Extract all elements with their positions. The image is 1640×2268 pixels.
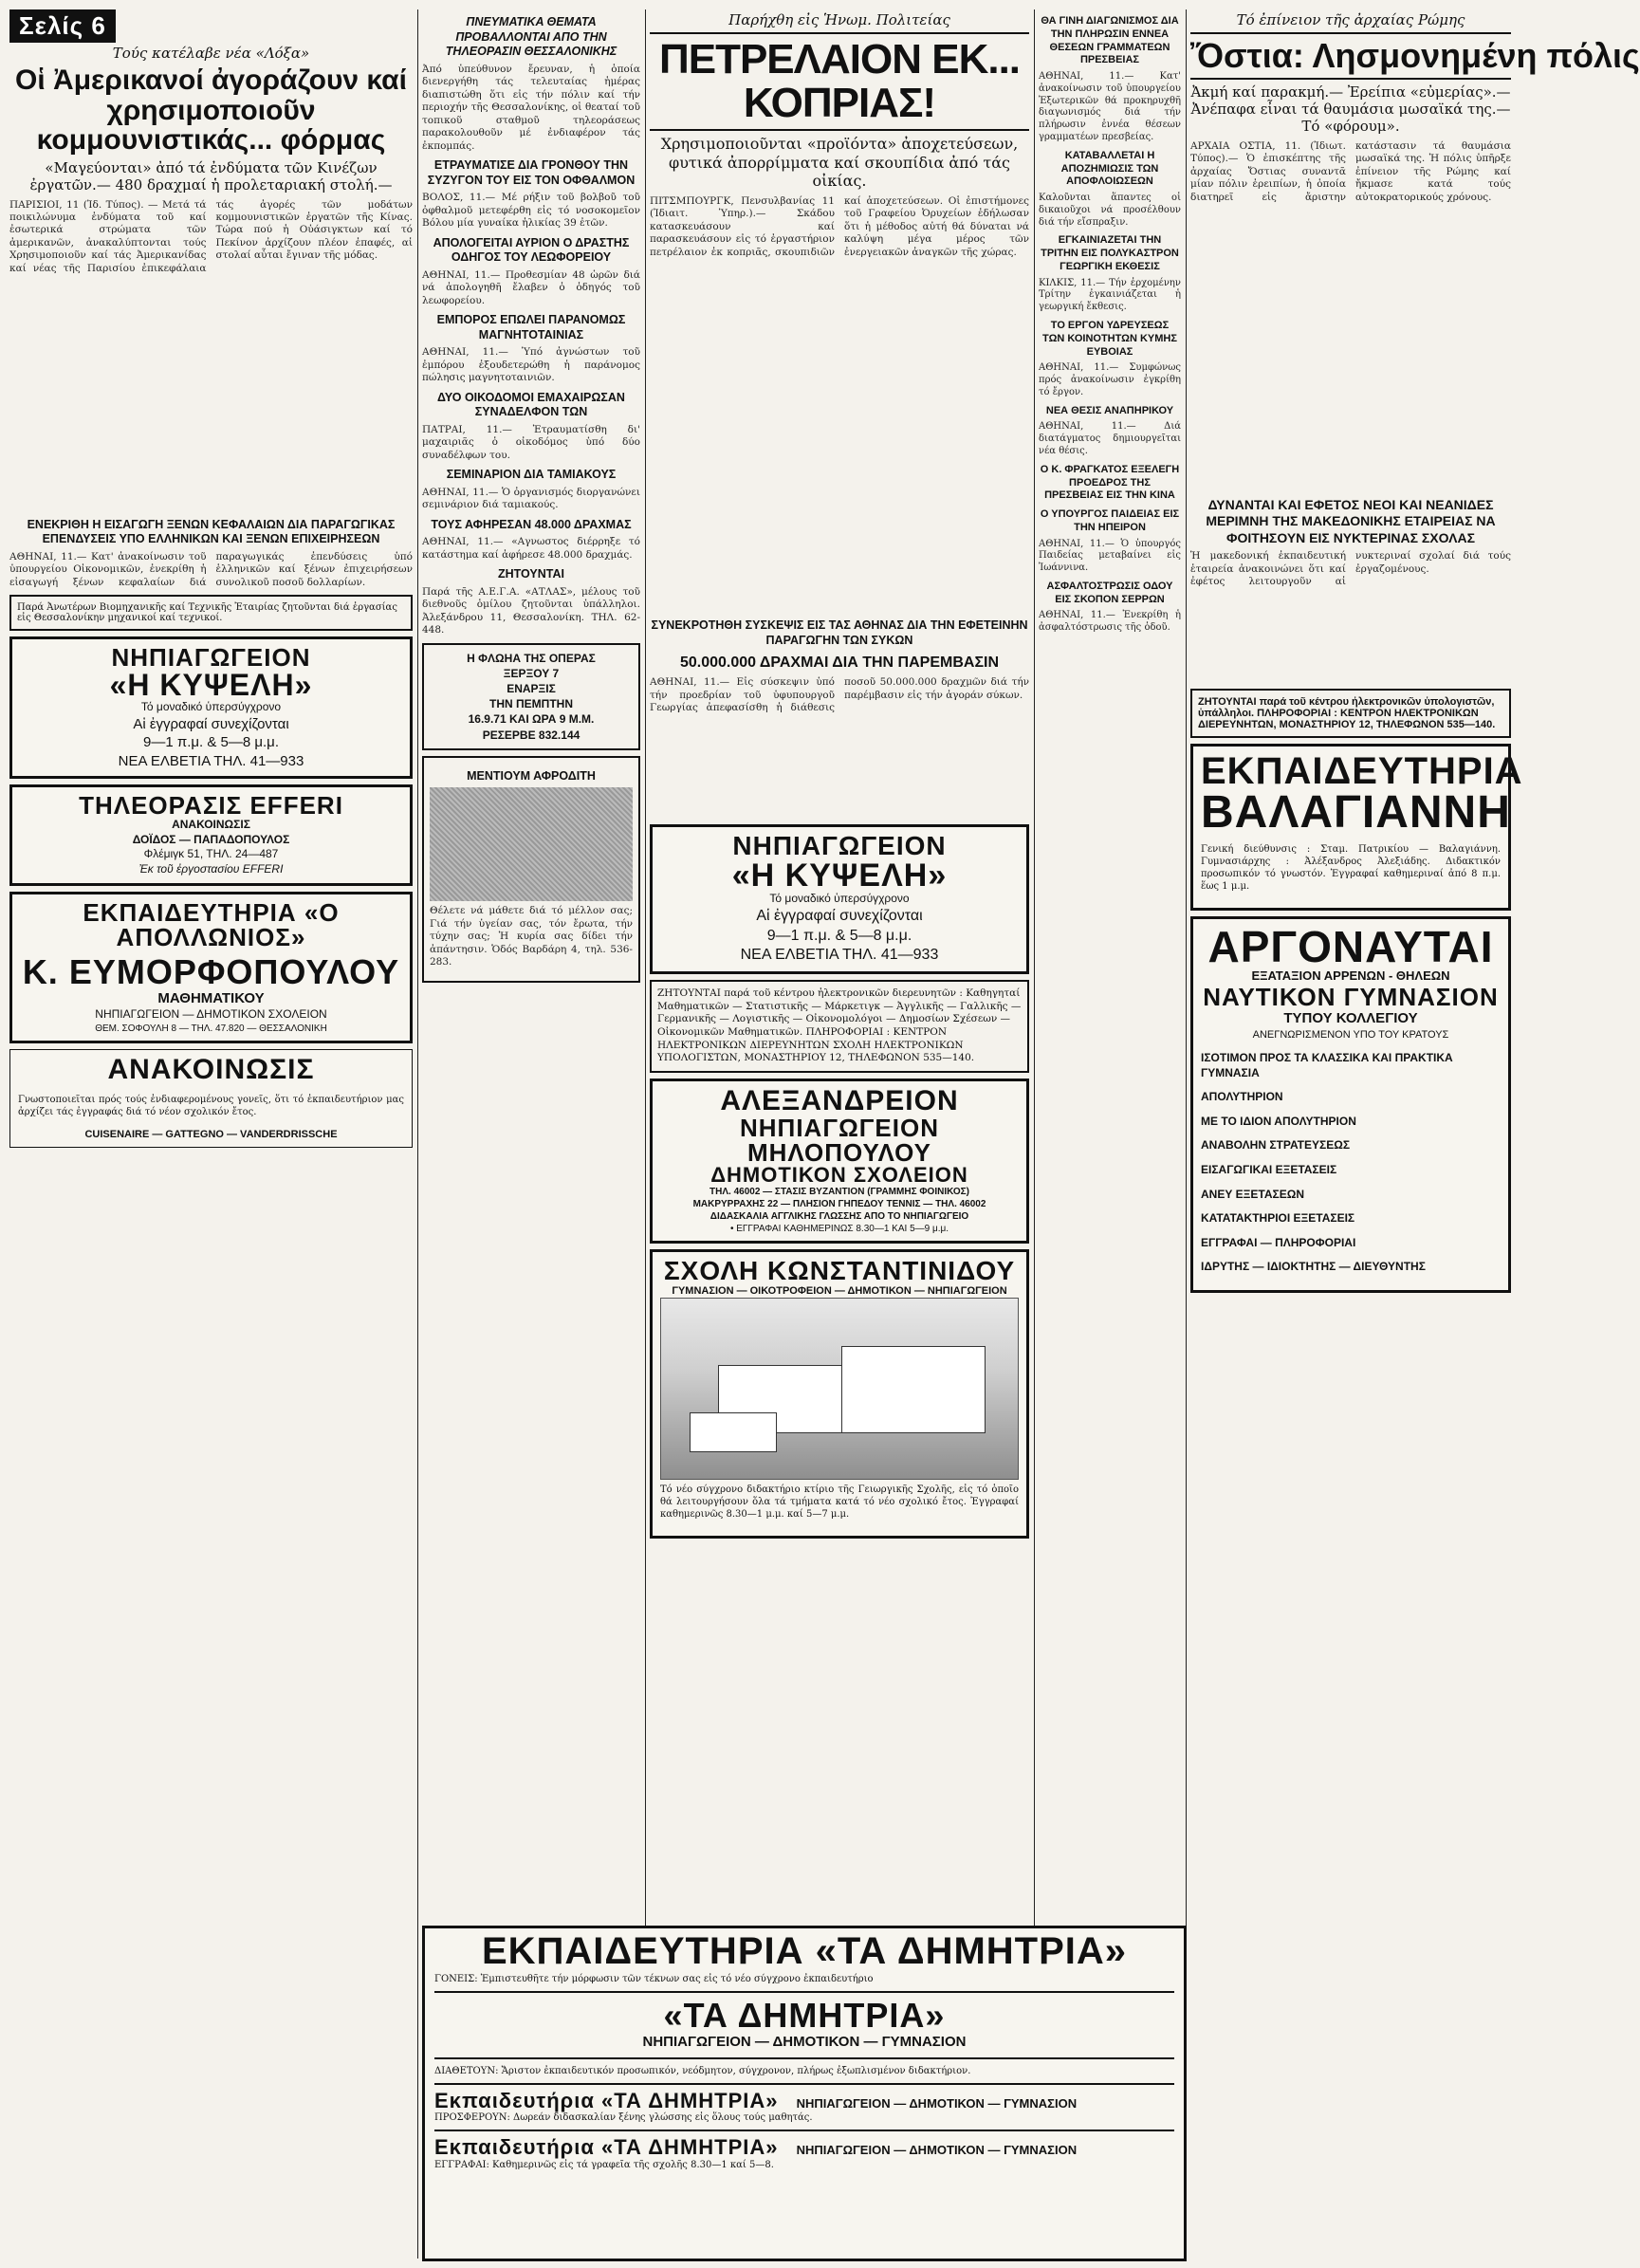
- ad-text: Γνωστοποιεῖται πρός τούς ἐνδιαφερομένους γονεῖς, ὅτι τό ἐκπαιδευτήριον μας ἀρχίζει τάς ἐγγραφάς διά τό νέον σχολικόν ἔτος.: [18, 1094, 404, 1117]
- ad-valagianni: [1190, 744, 1523, 911]
- article-headline: ΤΟ ΕΡΓΟΝ ΥΔΡΕΥΣΕΩΣ ΤΩΝ ΚΟΙΝΟΤΗΤΩΝ ΚΥΜΗΣ ΕΥΒΟΙΑΣ: [1042, 320, 1177, 358]
- ad-line: 9—1 π.μ. & 5—8 μ.μ.: [143, 734, 279, 751]
- ad-title: ΤΗΛΕΟΡΑΣΙΣ EFFERI: [79, 791, 343, 821]
- ad-line: ΝΕΑ ΕΛΒΕΤΙΑ ΤΗΛ. 41—933: [118, 752, 304, 769]
- article-body: ΑΘΗΝΑΙ, 11.— Ὑπό ἀγνώστων τοῦ ἐμπόρου ἐξουδετερώθη ἡ παράνομος πώλησις μαγνητοταινιῶν.: [422, 346, 640, 384]
- column-2: [422, 9, 640, 1774]
- article-headline: ΤΟΥΣ ΑΦΗΡΕΣΑΝ 48.000 ΔΡΑΧΜΑΣ: [431, 517, 632, 531]
- ad-text: ΕΓΓΡΑΦΑΙ: Καθημερινῶς εἰς τά γραφεῖα τῆς σχολῆς 8.30—1 καί 5—8.: [434, 2160, 774, 2171]
- ad-line: ΘΕΜ. ΣΟΦΟΥΛΗ 8 — ΤΗΛ. 47.820 — ΘΕΣΣΑΛΟΝΙΚΗ: [95, 1023, 327, 1034]
- article-body: ΑΘΗΝΑΙ, 11.— Διά διατάγματος δημιουργεῖται νέα θέσις.: [1039, 421, 1181, 457]
- article-headline: ΕΤΡΑΥΜΑΤΙΣΕ ΔΙΑ ΓΡΟΝΘΟΥ ΤΗΝ ΣΥΖΥΓΟΝ ΤΟΥ ΕΙΣ ΤΟΝ ΟΦΘΑΛΜΟΝ: [427, 157, 636, 187]
- ad-jobs: [650, 980, 1029, 1073]
- ad-title: ΝΗΠΙΑΓΩΓΕΙΟΝ: [111, 643, 311, 673]
- article-body: ΑΘΗΝΑΙ, 11.— Συμφώνως πρός ἀνακοίνωσιν ἐγκρίθη τό ἔργον.: [1039, 362, 1181, 397]
- article-headline: Οἱ Ἀμερικανοί ἀγοράζουν καί χρησιμοποιοῦν κομμουνιστικάς... φόρμας: [15, 65, 407, 156]
- ad-line: ΤΗΛ. 46002 — ΣΤΑΣΙΣ ΒΥΖΑΝΤΙΟΝ (ΓΡΑΜΜΗΣ ΦΟΙΝΙΚΟΣ): [709, 1187, 969, 1198]
- ad-kypseli: [9, 636, 413, 779]
- article-kicker: Τό ἐπίνειον τῆς ἀρχαίας Ρώμης: [1236, 11, 1465, 28]
- ad-argonautai: [1190, 916, 1511, 1293]
- ad-title: ΑΛΕΞΑΝΔΡΕΙΟΝ: [720, 1085, 959, 1117]
- ad-row-text: ΝΗΠΙΑΓΩΓΕΙΟΝ — ΔΗΜΟΤΙΚΟΝ — ΓΥΜΝΑΣΙΟΝ: [796, 2143, 1078, 2158]
- ad-line: Ἐκ τοῦ ἐργοστασίου EFFERI: [138, 861, 284, 876]
- ad-name: «Η ΚΥΨΕΛΗ»: [109, 668, 313, 703]
- ad-item: ΑΝΕΥ ΕΞΕΤΑΣΕΩΝ: [1201, 1187, 1305, 1201]
- ad-line: Τό μοναδικό ὑπερσύγχρονο: [769, 892, 910, 906]
- ad-line: ΕΝΑΡΞΙΣ: [507, 681, 556, 695]
- ad-text: ΖΗΤΟΥΝΤΑΙ παρά τοῦ κέντρου ἠλεκτρονικῶν διερευνητῶν : Καθηγηταί Μαθηματικῶν — Στατιστικῆς — Μάρκετιγκ — Ἀγγλικῆς — Γαλλικῆς — Γερμανικῆς — Λογιστικῆς — Οἰκονομολόγοι — Δημοσίων Σχέσεων — Οἰκονομικῶν Μαθηματικῶν. ΠΛΗΡΟΦΟΡΙΑΙ : ΚΕΝΤΡΟΝ ΗΛΕΚΤΡΟΝΙΚΩΝ ΔΙΕΡΕΥΝΗΤΩΝ ΣΧΟΛΗ ΗΛΕΚΤΡΟΝΙΚΩΝ ΥΠΟΛΟΓΙΣΤΩΝ, ΜΟΝΑΣΤΗΡΙΟΥ 12, ΤΗΛΕΦΩΝΟΝ 535—140.: [657, 987, 1022, 1064]
- article-body: ΚΙΛΚΙΣ, 11.— Τήν ἐρχομένην Τρίτην ἐγκαινιάζεται ἡ γεωργική ἔκθεσις.: [1039, 277, 1181, 313]
- ad-announcement: [9, 1049, 413, 1148]
- ad-title: ΕΚΠΑΙΔΕΥΤΗΡΙΑ: [1201, 750, 1523, 793]
- ad-name: ΝΑΥΤΙΚΟΝ ΓΥΜΝΑΣΙΟΝ: [1203, 983, 1499, 1012]
- ad-title: ΕΚΠΑΙΔΕΥΤΗΡΙΑ «Ο ΑΠΟΛΛΩΝΙΟΣ»: [83, 897, 340, 951]
- ad-text: Τό νέο σύγχρονο διδακτήριο κτίριο τῆς Γειωργικῆς Σχολῆς, εἰς τό ὁποῖο θά λειτουργήσουν ὅλα τά τμήματα κατά τό νέο σχολικό ἔτος. Ἐγγραφαί καθημερινῶς 8.30—1 μ.μ. καί 5—7 μ.μ.: [660, 1484, 1019, 1521]
- ad-alexandreion: [650, 1079, 1029, 1244]
- ad-dimitria: [422, 1926, 1187, 2261]
- ad-item: ΕΓΓΡΑΦΑΙ — ΠΛΗΡΟΦΟΡΙΑΙ: [1201, 1235, 1356, 1249]
- article-headline: ΘΑ ΓΙΝΗ ΔΙΑΓΩΝΙΣΜΟΣ ΔΙΑ ΤΗΝ ΠΛΗΡΩΣΙΝ ΕΝΝΕΑ ΘΕΣΕΩΝ ΓΡΑΜΜΑΤΕΩΝ ΠΡΕΣΒΕΙΑΣ: [1041, 15, 1179, 66]
- building-block: [841, 1346, 986, 1433]
- ad-row-text: ΝΗΠΙΑΓΩΓΕΙΟΝ — ΔΗΜΟΤΙΚΟΝ — ΓΥΜΝΑΣΙΟΝ: [796, 2095, 1078, 2111]
- ad-title: ΝΗΠΙΑΓΩΓΕΙΟΝ: [732, 831, 947, 861]
- ad-line: ΝΗΠΙΑΓΩΓΕΙΟΝ — ΔΗΜΟΤΙΚΟΝ ΣΧΟΛΕΙΟΝ: [95, 1007, 327, 1022]
- ad-item: ΕΙΣΑΓΩΓΙΚΑΙ ΕΞΕΤΑΣΕΙΣ: [1201, 1162, 1337, 1176]
- ad-line: Τό μοναδικό ὑπερσύγχρονο: [140, 700, 282, 714]
- article-body: ΑΘΗΝΑΙ, 11.— Κατ' ἀνακοίνωσιν τοῦ ὑπουργείου Ἐξωτερικῶν θά προκηρυχθῆ διαγωνισμός διά τήν πλήρωσιν ἐννέα θέσεων γραμματέων πρεσβείας.: [1039, 71, 1181, 142]
- article-headline: ΕΜΠΟΡΟΣ ΕΠΩΛΕΙ ΠΑΡΑΝΟΜΩΣ ΜΑΓΝΗΤΟΤΑΙΝΙΑΣ: [436, 313, 626, 341]
- article-body: ΑΘΗΝΑΙ, 11.— Εἰς σύσκεψιν ὑπό τήν προεδρίαν τοῦ ὑφυπουργοῦ Γεωργίας ἀπεφασίσθη ἡ διάθεσις ποσοῦ 50.000.000 δραχμῶν διά τήν παρέμβασιν εἰς τήν ἀγοράν σύκων.: [650, 676, 1029, 714]
- building-block: [690, 1412, 777, 1452]
- article-headline: ΕΝΕΚΡΙΘΗ Η ΕΙΣΑΓΩΓΗ ΞΕΝΩΝ ΚΕΦΑΛΑΙΩΝ ΔΙΑ ΠΑΡΑΓΩΓΙΚΑΣ ΕΠΕΝΔΥΣΕΙΣ ΥΠΟ ΕΛΛΗΝΙΚΩΝ ΚΑΙ ΞΕΝΩΝ ΕΠΙΧΕΙΡΗΣΕΩΝ: [27, 517, 396, 546]
- article-body: Ἡ μακεδονική ἐκπαιδευτική ἑταιρεία ἀνακοινώνει ὅτι καί ἐφέτος λειτουργοῦν αἱ νυκτεριναί σχολαί διά τούς ἐργαζομένους.: [1190, 550, 1511, 588]
- article-headline: ΠΕΤΡΕΛΑΙΟΝ ΕΚ... ΚΟΠΡΙΑΣ!: [650, 32, 1029, 131]
- ad-text: ΔΙΑΘΕΤΟΥΝ: Ἄριστον ἐκπαιδευτικόν προσωπικόν, νεόδμητον, σύγχρονον, πλήρως ἐξωπλισμένον διδακτήριον.: [434, 2065, 971, 2076]
- ad-opera: [422, 643, 640, 750]
- article-headline: Ο Κ. ΦΡΑΓΚΑΤΟΣ ΕΞΕΛΕΓΗ ΠΡΟΕΔΡΟΣ ΤΗΣ ΠΡΕΣΒΕΙΑΣ ΕΙΣ ΤΗΝ ΚΙΝΑ: [1040, 463, 1180, 502]
- article-headline: ΔΥΝΑΝΤΑΙ ΚΑΙ ΕΦΕΤΟΣ ΝΕΟΙ ΚΑΙ ΝΕΑΝΙΔΕΣ ΜΕΡΙΜΝΗ ΤΗΣ ΜΑΚΕΔΟΝΙΚΗΣ ΕΤΑΙΡΕΙΑΣ ΝΑ ΦΟΙΤΗΣΟΥΝ ΕΙΣ ΝΥΚΤΕΡΙΝΑΣ ΣΧΟΛΑΣ: [1206, 496, 1496, 545]
- ad-text: ΓΟΝΕΙΣ: Ἐμπιστευθῆτε τήν μόρφωσιν τῶν τέκνων σας εἰς τό νέο σύγχρονο ἐκπαιδευτήριο: [434, 1974, 874, 1984]
- ad-item: ΑΝΑΒΟΛΗΝ ΣΤΡΑΤΕΥΣΕΩΣ: [1201, 1138, 1351, 1152]
- ad-line: Φλέμιγκ 51, ΤΗΛ. 24—487: [143, 847, 279, 861]
- column-1: [9, 9, 413, 2001]
- ad-line: ΞΕΡΞΟΥ 7: [503, 666, 560, 680]
- article-subhead: Χρησιμοποιοῦνται «προϊόντα» ἀποχετεύσεων, φυτικά ἀπορρίμματα καί σκουπίδια ἀπό τάς οἰκίας.: [660, 135, 1019, 190]
- ad-line: ΝΗΠΙΑΓΩΓΕΙΟΝ — ΔΗΜΟΤΙΚΟΝ — ΓΥΜΝΑΣΙΟΝ: [642, 2034, 967, 2050]
- ad-sub: ΑΝΑΚΟΙΝΩΣΙΣ: [172, 818, 250, 832]
- article-headline: Ὄστια: Λησμονημένη πόλις: [1190, 32, 1511, 80]
- article-kicker: Παρήχθη εἰς Ἡνωμ. Πολιτείας: [728, 11, 950, 28]
- ad-line: 9—1 π.μ. & 5—8 μ.μ.: [766, 927, 912, 944]
- ad-line: ΔΙΔΑΣΚΑΛΙΑ ΑΓΓΛΙΚΗΣ ΓΛΩΣΣΗΣ ΑΠΟ ΤΟ ΝΗΠΙΑΓΩΓΕΙΟ: [709, 1211, 969, 1223]
- ad-line: ΡΕΣΕΡΒΕ 832.144: [482, 728, 580, 742]
- ad-name: Κ. ΕΥΜΟΡΦΟΠΟΥΛΟΥ: [22, 951, 400, 991]
- article-body: ΠΙΤΣΜΠΟΥΡΓΚ, Πενσυλβανίας 11 (Ἰδιαιτ. Ὑπηρ.).— Σκάδου κατασκευάσουν καί παρασκευάσουν εἰς τό ἐργαστήριον πετρέλαιον ἐκ κοπριᾶς, σκουπιδιῶν καί ἀποχετεύσεων. Οἱ ἐπιστήμονες τοῦ Γραφείου Ὀρυχείων ἐδήλωσαν ὅτι ἡ μέθοδος αὐτή θά δύναται νά καλύψη μέγα μέρος τῶν ἐνεργειακῶν ἀναγκῶν τῆς χώρας.: [650, 194, 1029, 258]
- ad-sub: ΓΥΜΝΑΣΙΟΝ — ΟΙΚΟΤΡΟΦΕΙΟΝ — ΔΗΜΟΤΙΚΟΝ — ΝΗΠΙΑΓΩΓΕΙΟΝ: [672, 1285, 1007, 1298]
- ad-sub: ΜΑΘΗΜΑΤΙΚΟΥ: [157, 989, 265, 1006]
- page-number-logo: Σελίς 6: [9, 9, 116, 43]
- ad-title: ΣΧΟΛΗ ΚΩΝΣΤΑΝΤΙΝΙΔΟΥ: [663, 1256, 1016, 1286]
- article-body: ΑΘΗΝΑΙ, 11.— Προθεσμίαν 48 ὡρῶν διά νά ἀπολογηθῆ ἔλαβεν ὁ ὁδηγός τοῦ λεωφορείου.: [422, 268, 640, 306]
- article-kicker: Τούς κατέλαβε νέα «Λόξα»: [112, 45, 310, 62]
- article-body: Παρά τῆς Α.Ε.Γ.Α. «ΑΤΛΑΣ», μέλους τοῦ διεθνοῦς ὁμίλου ζητοῦνται ὑπάλληλοι. Ἀλεξάνδρου 11, Θεσσαλονίκη. ΤΗΛ. 62-448.: [422, 585, 640, 636]
- ad-row-label: Εκπαιδευτήρια «ΤΑ ΔΗΜΗΤΡΙΑ»: [434, 2135, 779, 2160]
- article-headline: ΑΠΟΛΟΓΕΙΤΑΙ ΑΥΡΙΟΝ Ο ΔΡΑΣΤΗΣ ΟΔΗΓΟΣ ΤΟΥ ΛΕΩΦΟΡΕΙΟΥ: [433, 235, 630, 265]
- ad-line: • ΕΓΓΡΑΦΑΙ ΚΑΘΗΜΕΡΙΝΩΣ 8.30—1 ΚΑΙ 5—9 μ.μ.: [729, 1224, 949, 1235]
- ad-name: «Η ΚΥΨΕΛΗ»: [731, 857, 948, 894]
- ad-line: Η ΦΛΩΗΑ ΤΗΣ ΟΠΕΡΑΣ: [467, 651, 596, 665]
- article-headline: ΑΣΦΑΛΤΟΣΤΡΩΣΙΣ ΟΔΟΥ ΕΙΣ ΣΚΟΠΟΝ ΣΕΡΡΩΝ: [1046, 580, 1173, 605]
- ad-apollonios: [9, 892, 413, 1043]
- ad-line: 16.9.71 ΚΑΙ ΩΡΑ 9 Μ.Μ.: [468, 712, 595, 727]
- ad-title: ΕΚΠΑΙΔΕΥΤΗΡΙΑ «ΤΑ ΔΗΜΗΤΡΙΑ»: [481, 1930, 1128, 1972]
- ad-item: ΙΣΟΤΙΜΟΝ ΠΡΟΣ ΤΑ ΚΛΑΣΣΙΚΑ ΚΑΙ ΠΡΑΚΤΙΚΑ ΓΥΜΝΑΣΙΑ: [1201, 1050, 1453, 1079]
- ad-sub: ΔΗΜΟΤΙΚΟΝ ΣΧΟΛΕΙΟΝ: [710, 1163, 968, 1188]
- ad-name: ΝΗΠΙΑΓΩΓΕΙΟΝ ΜΗΛΟΠΟΥΛΟΥ: [740, 1114, 939, 1168]
- column-rule: [645, 9, 646, 2259]
- article-headline: ΕΓΚΑΙΝΙΑΖΕΤΑΙ ΤΗΝ ΤΡΙΤΗΝ ΕΙΣ ΠΟΛΥΚΑΣΤΡΟΝ ΓΕΩΡΓΙΚΗ ΕΚΘΕΣΙΣ: [1041, 234, 1179, 272]
- ad-item: ΜΕ ΤΟ ΙΔΙΟΝ ΑΠΟΛΥΤΗΡΙΟΝ: [1201, 1114, 1356, 1128]
- article-body: Ἀπό ὑπεύθυνον ἔρευναν, ἡ ὁποία διενεργήθη τάς τελευταίας ἡμέρας διαπιστώθη ὅτι εἰς τήν πόλιν καί τήν περιοχήν τῆς Θεσσαλονίκης, οἱ θεαταί τοῦ τοπικοῦ σταθμοῦ τηλεοράσεως παρακολουθοῦν μέ ἐνδιαφέρον τάς ἐκπομπάς.: [422, 63, 640, 152]
- ad-type: ΤΥΠΟΥ ΚΟΛΛΕΓΙΟΥ: [1283, 1010, 1418, 1027]
- article-body: ΑΘΗΝΑΙ, 11.— Ὁ ὑπουργός Παιδείας μεταβαίνει εἰς Ἰωάννινα.: [1039, 538, 1181, 574]
- portrait-photo: [430, 787, 633, 901]
- ad-line: ΝΕΑ ΕΛΒΕΤΙΑ ΤΗΛ. 41—933: [740, 947, 939, 964]
- ad-title: ΑΝΑΚΟΙΝΩΣΙΣ: [107, 1053, 315, 1085]
- ad-sub: ΕΞΑΤΑΞΙΟΝ ΑΡΡΕΝΩΝ - ΘΗΛΕΩΝ: [1251, 968, 1450, 984]
- ad-konstantinidou: [650, 1249, 1029, 1539]
- column-3: [650, 9, 1029, 1764]
- ad-text: ΠΡΟΣΦΕΡΟΥΝ: Δωρεάν διδασκαλίαν ξένης γλώσσης εἰς ὅλους τούς μαθητάς.: [434, 2112, 813, 2124]
- ad-mentium: [422, 756, 640, 983]
- ad-brand: CUISENAIRE — GATTEGNO — VANDERDRISSCHE: [84, 1128, 338, 1140]
- ad-kypseli: [650, 824, 1029, 974]
- article-body: ΑΡΧΑΙΑ ΟΣΤΙΑ, 11. (Ἰδιωτ. Τύπος).— Ὁ ἐπισκέπτης τῆς ἀρχαίας Ὄστιας συναντᾶ μίαν πόλιν ἐρειπίων, ἡ ὁποία διατηρεῖ εἰς ἄριστην κατάστασιν τά θαυμάσια μωσαϊκά της. Ἡ πόλις ὑπῆρξε ἐπίνειον τῆς Ρώμης καί ἤκμασε κατά τούς αὐτοκρατορικούς χρόνους.: [1190, 139, 1511, 203]
- article-body: ΑΘΗΝΑΙ, 11.— Κατ' ἀνακοίνωσιν τοῦ ὑπουργείου Οἰκονομικῶν, ἐνεκρίθη ἡ εἰσαγωγή ξένων κεφαλαίων διά παραγωγικάς ἐπενδύσεις ὑπό ἑλληνικῶν καί ξένων ἐπιχειρήσεων συνολικοῦ ποσοῦ δολλαρίων.: [9, 550, 413, 588]
- article-headline: ΣΥΝΕΚΡΟΤΗΘΗ ΣΥΣΚΕΨΙΣ ΕΙΣ ΤΑΣ ΑΘΗΝΑΣ ΔΙΑ ΤΗΝ ΕΦΕΤΕΙΝΗΝ ΠΑΡΑΓΩΓΗΝ ΤΩΝ ΣΥΚΩΝ: [651, 618, 1028, 647]
- article-headline: Ο ΥΠΟΥΡΓΟΣ ΠΑΙΔΕΙΑΣ ΕΙΣ ΤΗΝ ΗΠΕΙΡΟΝ: [1040, 508, 1180, 533]
- ad-item: ΚΑΤΑΤΑΚΤΗΡΙΟΙ ΕΞΕΤΑΣΕΙΣ: [1201, 1211, 1355, 1226]
- ad-line: Αἱ ἐγγραφαί συνεχίζονται: [756, 907, 923, 924]
- column-5: [1190, 9, 1640, 2262]
- article-body: ΠΑΡΙΣΙΟΙ, 11 (Ἰδ. Τύπος). — Μετά τά ποικιλώνυμα ἐνδύματα τοῦ καί ἐσωτερικά στρώματα τῶν ἀμερικανῶν, ἀνακαλύπτονται τούς Χρησιμοποιοῦν καί τάς Ἀμερικανίδας καί νέας τῆς Παρισίου ἐπικεφάλαια τάς ἀγορές τῶν μοδάτων κομμουνιστικῶν ἐργατῶν τῆς Κίνας. Τώρα πού ἡ Οὐάσιγκτων καί τό Πεκίνον ἀρχίζουν πλέον ἐπαφές, αἱ στολαί αὗται ἔγιναν τῆς μόδας.: [9, 198, 413, 274]
- article-headline: ΔΥΟ ΟΙΚΟΔΟΜΟΙ ΕΜΑΧΑΙΡΩΣΑΝ ΣΥΝΑΔΕΛΦΟΝ ΤΩΝ: [437, 390, 625, 419]
- ad-line: ΜΑΚΡΥΡΡΑΧΗΣ 22 — ΠΛΗΣΙΟΝ ΓΗΠΕΔΟΥ ΤΕΝΝΙΣ — ΤΗΛ. 46002: [692, 1199, 986, 1210]
- ad-text: Θέλετε νά μάθετε διά τό μέλλον σας; Γιά τήν ὑγείαν σας, τόν ἔρωτα, τήν τύχην σας; Ἡ κυρία σας δίδει τήν ἀπάντησιν. Ὁδός Βαρδάρη 4, τηλ. 536-283.: [430, 905, 633, 968]
- article-body: Καλοῦνται ἅπαντες οἱ δικαιοῦχοι νά προσέλθουν διά τήν εἴσπραξιν.: [1039, 193, 1181, 228]
- ad-item: ΙΔΡΥΤΗΣ — ΙΔΙΟΚΤΗΤΗΣ — ΔΙΕΥΘΥΝΤΗΣ: [1201, 1260, 1426, 1274]
- article-body: ΠΑΤΡΑΙ, 11.— Ἐτραυματίσθη δι' μαχαιριᾶς ὁ οἰκοδόμος ὑπό δύο συναδέλφων του.: [422, 423, 640, 461]
- ad-title: ΑΡΓΟΝΑΥΤΑΙ: [1207, 922, 1494, 972]
- article-headline: ΠΝΕΥΜΑΤΙΚΑ ΘΕΜΑΤΑ ΠΡΟΒΑΛΛΟΝΤΑΙ ΑΠΟ ΤΗΝ ΤΗΛΕΟΡΑΣΙΝ ΘΕΣΣΑΛΟΝΙΚΗΣ: [445, 15, 617, 59]
- ad-subtitle: «ΤΑ ΔΗΜΗΤΡΙΑ»: [663, 1996, 946, 2035]
- article-body: ΒΟΛΟΣ, 11.— Μέ ρήξιν τοῦ βολβοῦ τοῦ ὀφθαλμοῦ μετεφέρθη εἰς τό νοσοκομεῖον Βόλου μία γυναίκα ἡλικίας 39 ἐτῶν.: [422, 192, 640, 230]
- ad-line: ΔΟΪΔΟΣ — ΠΑΠΑΔΟΠΟΥΛΟΣ: [132, 832, 290, 846]
- article-headline: ΝΕΑ ΘΕΣΙΣ ΑΝΑΠΗΡΙΚΟΥ: [1045, 404, 1174, 416]
- ad-jobs: [1190, 689, 1511, 738]
- ad-row-label: Εκπαιδευτήρια «ΤΑ ΔΗΜΗΤΡΙΑ»: [434, 2088, 779, 2112]
- article-body: ΑΘΗΝΑΙ, 11.— Ὁ ὀργανισμός διοργανώνει σεμινάριον διά ταμιακούς.: [422, 486, 640, 511]
- article-body: ΑΘΗΝΑΙ, 11.— «Αγνωστος διέρρηξε τό κατάστημα καί ἀφήρεσε 48.000 δραχμάς.: [422, 536, 640, 561]
- ad-title: ΜΕΝΤΙΟΥΜ ΑΦΡΟΔΙΤΗ: [467, 768, 596, 783]
- ad-name: ΒΑΛΑΓΙΑΝΝΗ: [1201, 787, 1511, 839]
- ad-line: ΤΗΝ ΠΕΜΠΤΗΝ: [489, 697, 573, 711]
- column-rule: [417, 9, 418, 2259]
- article-headline: ΣΕΜΙΝΑΡΙΟΝ ΔΙΑ ΤΑΜΙΑΚΟΥΣ: [446, 468, 617, 482]
- ad-efferi: [9, 784, 413, 885]
- article-headline: 50.000.000 ΔΡΑΧΜΑΙ ΔΙΑ ΤΗΝ ΠΑΡΕΜΒΑΣΙΝ: [679, 655, 1000, 672]
- article-subhead: «Μαγεύονται» ἀπό τά ἐνδύματα τῶν Κινέζων ἐργατῶν.— 480 δραχμαί ἡ προλεταριακή στολή.—: [29, 158, 393, 194]
- ad-text: Γενική διεύθυνσις : Σταμ. Πατρικίου — Βαλαγιάννη. Γυμνασιάρχης : Ἀλέξανδρος Ἀλεξιάδης. Διδακτικόν προσωπικόν τό γνωστόν. Ἐγγραφαί καθημεριναί ἀπό 8 π.μ. ἕως 1 μ.μ.: [1201, 844, 1501, 893]
- column-rule: [1186, 9, 1187, 2259]
- ad-recognition: ΑΝΕΓΝΩΡΙΣΜΕΝΟΝ ΥΠΟ ΤΟΥ ΚΡΑΤΟΥΣ: [1252, 1028, 1449, 1041]
- notice-box: [9, 595, 413, 631]
- column-rule: [1034, 9, 1035, 2259]
- article-headline: ΖΗΤΟΥΝΤΑΙ: [497, 567, 565, 581]
- ad-item: ΑΠΟΛΥΤΗΡΙΟΝ: [1201, 1090, 1283, 1104]
- column-4: [1039, 9, 1181, 996]
- school-building-image: [660, 1298, 1019, 1480]
- article-headline: ΚΑΤΑΒΑΛΛΕΤΑΙ Η ΑΠΟΖΗΜΙΩΣΙΣ ΤΩΝ ΑΠΟΦΛΟΙΩΣΕΩΝ: [1060, 149, 1159, 188]
- ad-text: ΖΗΤΟΥΝΤΑΙ παρά τοῦ κέντρου ἠλεκτρονικῶν ὑπολογιστῶν, ὑπάλληλοι. ΠΛΗΡΟΦΟΡΙΑΙ : ΚΕΝΤΡΟΝ ΗΛΕΚΤΡΟΝΙΚΩΝ ΔΙΕΡΕΥΝΗΤΩΝ, ΜΟΝΑΣΤΗΡΙΟΥ 12, ΤΗΛΕΦΩΝΟΝ 535—140.: [1198, 696, 1496, 731]
- notice-text: Παρά Ἀνωτέρων Βιομηχανικῆς καί Τεχνικῆς Ἐταιρίας ζητοῦνται διά ἐργασίας εἰς Θεσσαλονίκην μηχανικοί καί τεχνικοί.: [17, 602, 397, 624]
- article-subhead: Ἀκμή καί παρακμή.— Ἐρείπια «εὐμερίας».— Ἀνέπαφα εἶναι τά θαυμάσια μωσαϊκά της.— Τό «φόρουμ».: [1190, 83, 1511, 135]
- article-body: ΑΘΗΝΑΙ, 11.— Ἐνεκρίθη ἡ ἀσφαλτόστρωσις τῆς ὁδοῦ.: [1039, 610, 1181, 634]
- ad-line: Αἱ ἐγγραφαί συνεχίζονται: [133, 715, 289, 732]
